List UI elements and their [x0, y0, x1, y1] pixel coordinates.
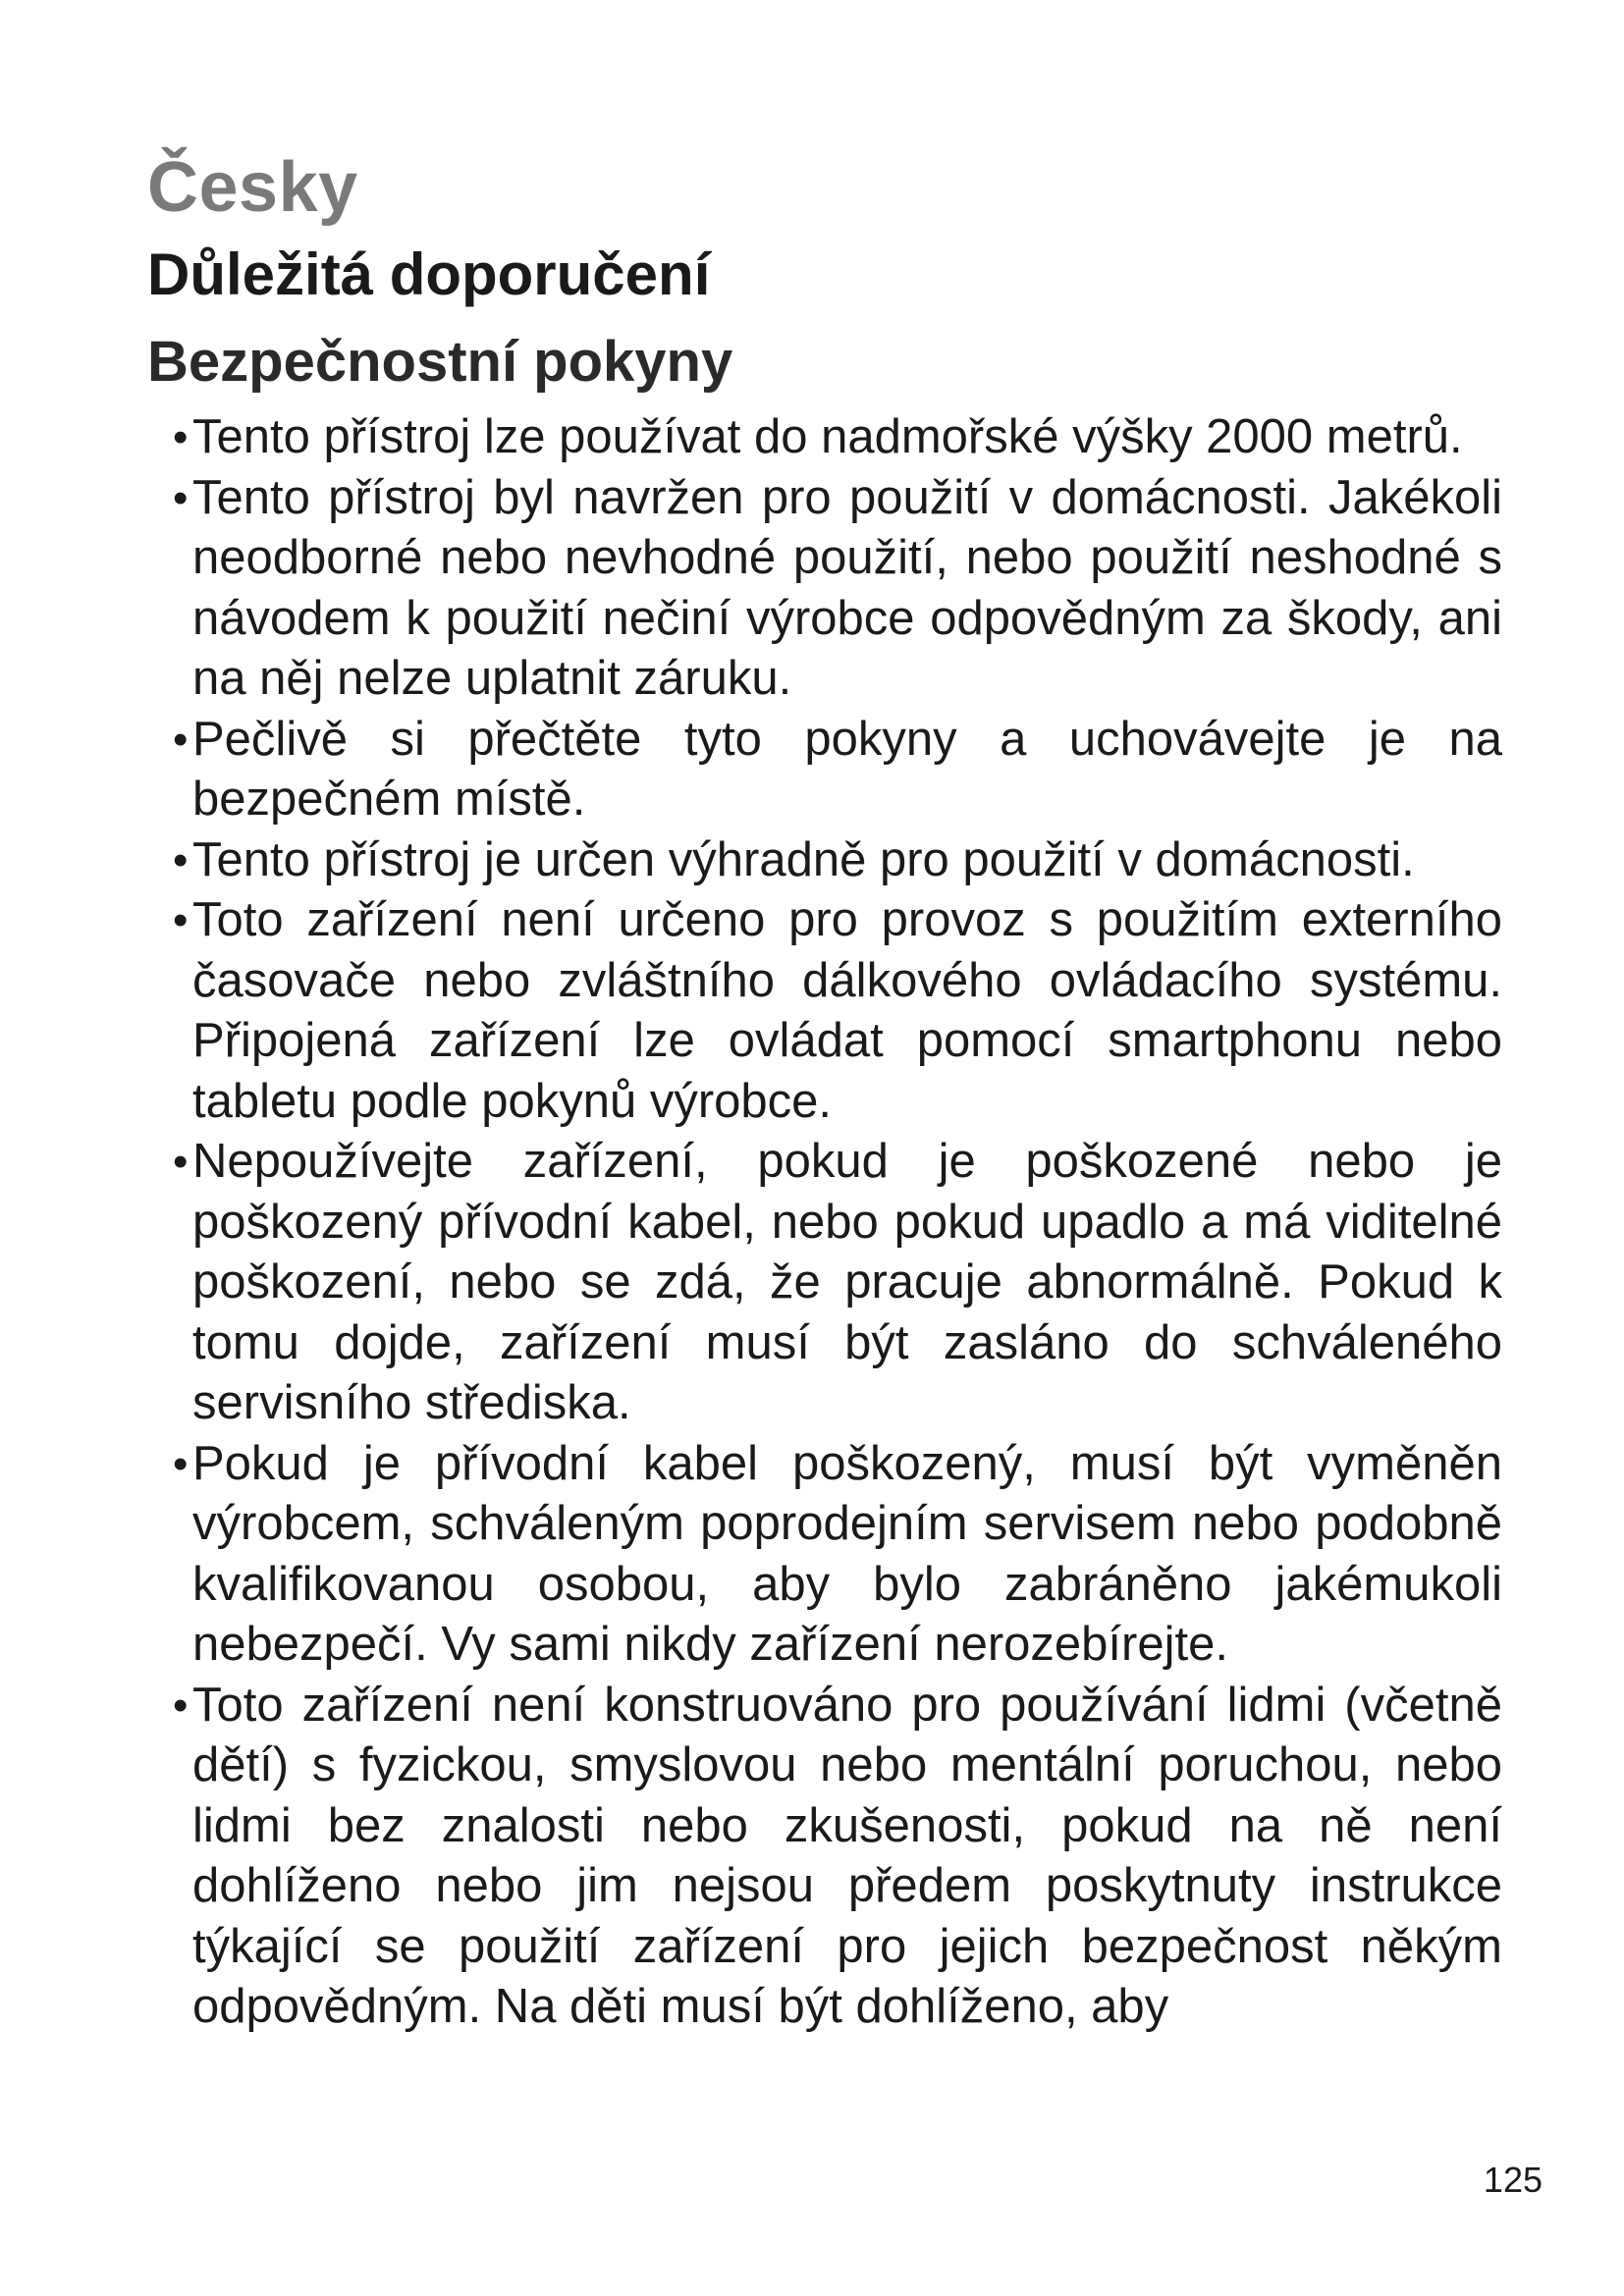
list-item	[173, 890, 1502, 1132]
bullet-icon: •	[173, 715, 189, 764]
list-item-text: Toto zařízení není určeno pro provoz s použitím externího časovače nebo zvláštního dálkového ovládacího systému. Připojená zařízení lze ovládat pomocí smartphonu nebo tabletu podle pokynů výrobce.	[192, 893, 1502, 1128]
bullet-icon: •	[173, 835, 189, 884]
list-item-text: Tento přístroj lze používat do nadmořské výšky 2000 metrů.	[192, 410, 1463, 463]
list-item-text: Toto zařízení není konstruováno pro používání lidmi (včetně dětí) s fyzickou, smyslovou nebo mentální poruchou, nebo lidmi bez znalosti nebo zkušenosti, pokud na ně není dohlíženo nebo jim nejsou předem poskytnuty instrukce týkající se použití zařízení pro jejich bezpečnost někým odpovědným. Na děti musí být dohlíženo, aby	[192, 1678, 1502, 2033]
bullet-icon: •	[173, 1681, 189, 1730]
bullet-icon: •	[173, 473, 189, 522]
list-item	[173, 1676, 1502, 2038]
list-item-text: Pečlivě si přečtěte tyto pokyny a uchovávejte je na bezpečném místě.	[192, 712, 1502, 826]
subsection-title: Bezpečnostní pokyny	[147, 330, 733, 394]
list-item	[173, 710, 1502, 830]
list-item	[173, 1434, 1502, 1676]
list-item-text: Tento přístroj je určen výhradně pro použití v domácnosti.	[192, 832, 1415, 886]
safety-instructions-list	[173, 407, 1502, 2038]
bullet-icon: •	[173, 413, 189, 461]
list-item-text: Pokud je přívodní kabel poškozený, musí být vyměněn výrobcem, schváleným poprodejním servisem nebo podobně kvalifikovanou osobou, aby bylo zabráněno jakémukoli nebezpečí. Vy sami nikdy zařízení nerozebírejte.	[192, 1436, 1502, 1671]
list-item	[173, 830, 1502, 891]
bullet-icon: •	[173, 1138, 189, 1186]
language-heading: Česky	[147, 148, 358, 227]
list-item	[173, 407, 1502, 468]
bullet-icon: •	[173, 1439, 189, 1488]
section-title: Důležitá doporučení	[147, 241, 711, 307]
list-item-text: Tento přístroj byl navržen pro použití v domácnosti. Jakékoli neodborné nebo nevhodné použití, nebo použití neshodné s návodem k použití nečiní výrobce odpovědným za škody, ani na něj nelze uplatnit záruku.	[192, 470, 1502, 705]
list-item-text: Nepoužívejte zařízení, pokud je poškozené nebo je poškozený přívodní kabel, nebo pokud upadlo a má viditelné poškození, nebo se zdá, že pracuje abnormálně. Pokud k tomu dojde, zařízení musí být zasláno do schváleného servisního střediska.	[192, 1135, 1502, 1429]
list-item	[173, 1132, 1502, 1434]
page-number: 125	[1483, 2160, 1543, 2200]
bullet-icon: •	[173, 896, 189, 944]
list-item	[173, 468, 1502, 710]
